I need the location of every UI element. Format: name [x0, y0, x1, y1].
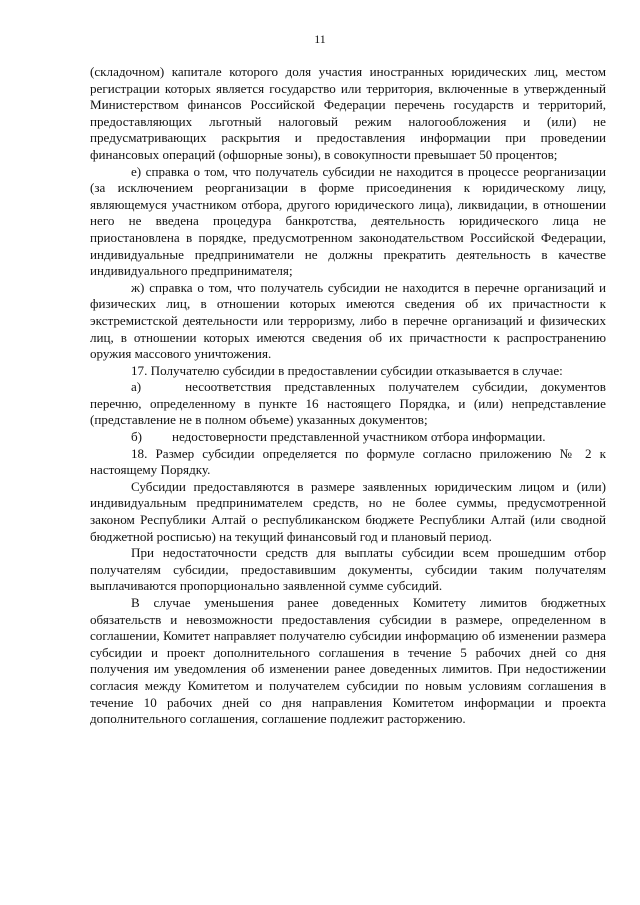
document-body [90, 64, 606, 728]
list-item-b-label: б) [131, 429, 143, 445]
list-item-a-text: несоответствия представленных получателем субсидии, документов перечню, определенному в пункте 16 настоящего Порядка, и (или) непредставление (представление не в полном объеме) указанных документов; [90, 379, 606, 428]
paragraph-subsidy-amount: Субсидии предоставляются в размере заявленных юридическим лицом и (или) индивидуальным предпринимателем средств, но не более суммы, предусмотренной законом Республики Алтай о республиканском бюджете Республики Алтай (или сводной бюджетной росписью) на текущий финансовый год и плановый период. [90, 478, 606, 544]
paragraph-clause-17: 17. Получателю субсидии в предоставлении субсидии отказывается в случае: [131, 362, 563, 378]
paragraph-item-e: е) справка о том, что получатель субсидии не находится в процессе реорганизации (за исключением реорганизации в форме присоединения к юридическому лицу, являющемуся участником отбора, другого юридического лица), ликвидации, в отношении него не введена процедура банкротства, деятельность юридического лица не приостановлена в порядке, предусмотренном законодательством Российской Федерации, индивидуальные предприниматели не должны прекратить деятельность в качестве индивидуального предпринимателя; [90, 163, 606, 279]
paragraph-clause-18: 18. Размер субсидии определяется по формуле согласно приложению № 2 к настоящему Порядку. [90, 445, 606, 478]
paragraph-insufficient-funds: При недостаточности средств для выплаты субсидии всем прошедшим отбор получателям субсидии, предоставившим документы, субсидии таким получателям выплачиваются пропорционально заявленной сумме субсидий. [90, 545, 606, 594]
list-item-b-text: недостоверности представленной участником отбора информации. [172, 429, 546, 445]
paragraph-item-zh: ж) справка о том, что получатель субсидии не находится в перечне организаций и физических лиц, в отношении которых имеются сведения об их причастности к экстремистской деятельности или терроризму, либо в перечне организаций и физических лиц, в отношении которых имеются сведения об их причастности к распространению оружия массового уничтожения. [90, 279, 606, 362]
list-item-b [90, 429, 606, 446]
paragraph-continuation: (складочном) капитале которого доля участия иностранных юридических лиц, местом регистрации которых является государство или территория, включенные в утвержденный Министерством финансов Российской Федерации перечень государств и территорий, предоставляющих льготный налоговый режим налогообложения и (или) не предусматривающих раскрытия и предоставления информации при проведении финансовых операций (офшорные зоны), в совокупности превышает 50 процентов; [90, 64, 606, 162]
page-number: 11 [314, 32, 326, 46]
list-item-a-label: а) [131, 379, 142, 395]
list-item-a [90, 379, 606, 429]
paragraph-limits-reduction: В случае уменьшения ранее доведенных Комитету лимитов бюджетных обязательств и невозможности предоставления субсидии в размере, определенном в соглашении, Комитет направляет получателю субсидии информацию об изменении размера субсидии и проект дополнительного соглашения в течение 5 рабочих дней со дня получения им уведомления об изменении ранее доведенных лимитов. При недостижении согласия между Комитетом и получателем субсидии по новым условиям соглашения в течение 10 рабочих дней со дня направления Комитетом информации и проекта дополнительного соглашения, соглашение подлежит расторжению. [90, 595, 606, 727]
